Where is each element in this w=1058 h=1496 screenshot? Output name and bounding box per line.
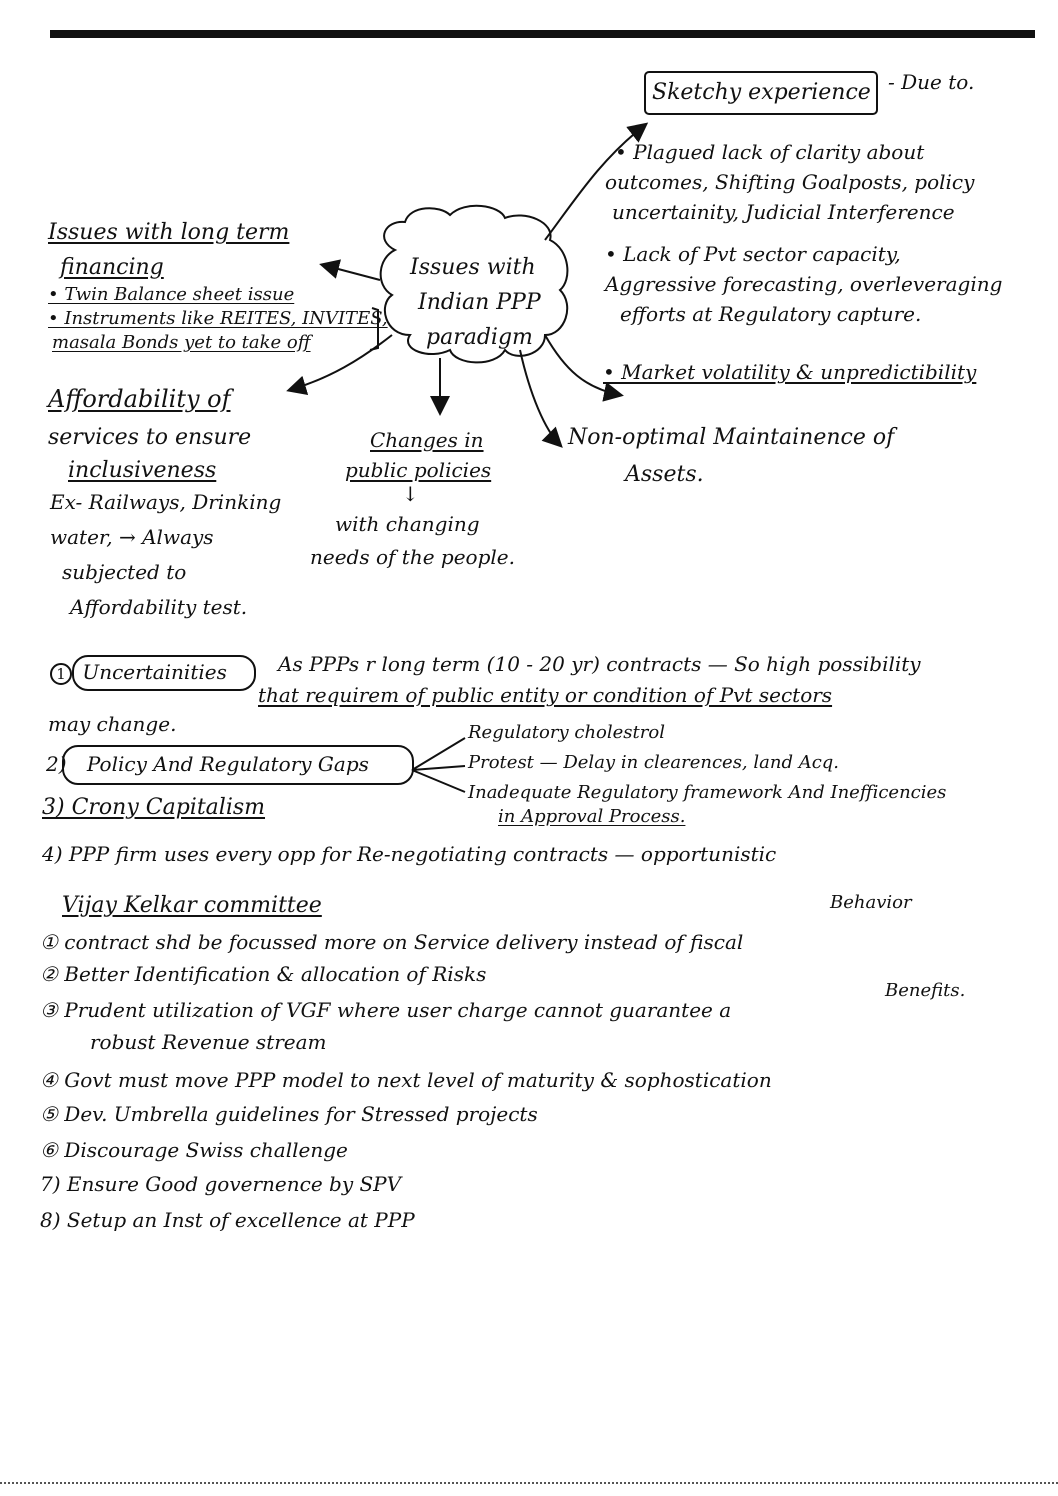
scan-edge <box>0 1482 1058 1487</box>
sketchy-b2-l3: efforts at Regulatory capture. <box>620 302 922 326</box>
nonoptimal-line-2: Assets. <box>625 462 704 487</box>
changes-line-3: with changing <box>335 512 480 536</box>
market-volatility: • Market volatility & unpredictibility <box>603 360 977 384</box>
point-2-branch-arrows <box>410 730 470 800</box>
point-2-sub-1: Regulatory cholestrol <box>468 722 665 743</box>
sketchy-b1-l1: • Plagued lack of clarity about <box>615 140 925 164</box>
kelkar-item-3b: robust Revenue stream <box>90 1030 327 1054</box>
kelkar-item-6: ⑥ Discourage Swiss challenge <box>40 1138 348 1162</box>
longterm-bullet-2: • Instruments like REITES, INVITES, <box>48 308 388 329</box>
longterm-heading-1: Issues with long term <box>48 220 290 245</box>
kelkar-item-5: ⑤ Dev. Umbrella guidelines for Stressed projects <box>40 1102 538 1126</box>
point-1-text-b: that requirem of public entity or condition of Pvt sectors <box>258 683 833 707</box>
longterm-bullet-1: • Twin Balance sheet issue <box>48 284 295 305</box>
afford-line-5: water, → Always <box>50 525 214 549</box>
sketchy-b2-l1: • Lack of Pvt sector capacity, <box>605 242 901 266</box>
kelkar-item-8: 8) Setup an Inst of excellence at PPP <box>40 1208 415 1232</box>
point-1-row <box>50 660 227 685</box>
point-1-label: Uncertainities <box>82 660 227 684</box>
kelkar-item-1b: Benefits. <box>885 980 966 1001</box>
changes-arrow: ↓ <box>402 482 419 506</box>
changes-line-1: Changes in <box>370 428 484 452</box>
changes-line-4: needs of the people. <box>310 545 515 569</box>
point-3-crony: 3) Crony Capitalism <box>42 795 266 820</box>
point-2-row: 2) Policy And Regulatory Gaps <box>46 752 369 776</box>
point-2-label: Policy And Regulatory Gaps <box>86 752 369 776</box>
changes-line-2: public policies <box>345 458 492 482</box>
sketchy-b1-l3: uncertainity, Judicial Interference <box>612 200 955 224</box>
point-2-sub-3b: in Approval Process. <box>498 806 686 827</box>
kelkar-item-1: ① contract shd be focussed more on Service delivery instead of fiscal <box>40 930 744 954</box>
point-4-text-b: Behavior <box>830 892 912 913</box>
kelkar-item-2: ② Better Identification & allocation of Risks <box>40 962 487 986</box>
afford-line-3: inclusiveness <box>68 458 217 483</box>
sketchy-b2-l2: Aggressive forecasting, overleveraging <box>605 272 1003 296</box>
kelkar-item-3a: ③ Prudent utilization of VGF where user charge cannot guarantee a <box>40 998 732 1022</box>
afford-line-7: Affordability test. <box>70 595 248 619</box>
afford-line-4: Ex- Railways, Drinking <box>50 490 282 514</box>
arrow-to-nonoptimal <box>520 350 560 445</box>
afford-line-2: services to ensure <box>48 425 252 450</box>
kelkar-item-7: 7) Ensure Good governence by SPV <box>40 1172 402 1196</box>
point-2-sub-3a: Inadequate Regulatory framework And Inefficencies <box>468 782 947 803</box>
afford-line-6: subjected to <box>62 560 187 584</box>
kelkar-item-4: ④ Govt must move PPP model to next level of maturity & sophostication <box>40 1068 772 1092</box>
center-line-2: Indian PPP <box>418 290 541 315</box>
nonoptimal-line-1: Non-optimal Maintainence of <box>568 425 895 450</box>
point-1-text-a: As PPPs r long term (10 - 20 yr) contracts — So high possibility <box>278 652 921 676</box>
longterm-bullet-3: masala Bonds yet to take off <box>52 332 311 353</box>
kelkar-heading: Vijay Kelkar committee <box>62 893 322 918</box>
point-2-number: 2 <box>46 752 59 776</box>
sketchy-heading: Sketchy experience <box>652 80 871 105</box>
afford-line-1: Affordability of <box>48 385 231 413</box>
arrow-to-longterm <box>323 265 380 280</box>
point-4-text-a: 4) PPP firm uses every opp for Re-negotiating contracts — opportunistic <box>42 842 777 866</box>
center-line-3: paradigm <box>426 325 533 350</box>
point-1-number: 1 <box>50 663 72 685</box>
point-1-text-c: may change. <box>48 712 177 736</box>
point-2-sub-2: Protest — Delay in clearences, land Acq. <box>468 752 840 773</box>
center-line-1: Issues with <box>410 255 536 280</box>
longterm-heading-2: financing <box>60 255 164 280</box>
sketchy-b1-l2: outcomes, Shifting Goalposts, policy <box>605 170 975 194</box>
sketchy-due: - Due to. <box>888 70 975 94</box>
